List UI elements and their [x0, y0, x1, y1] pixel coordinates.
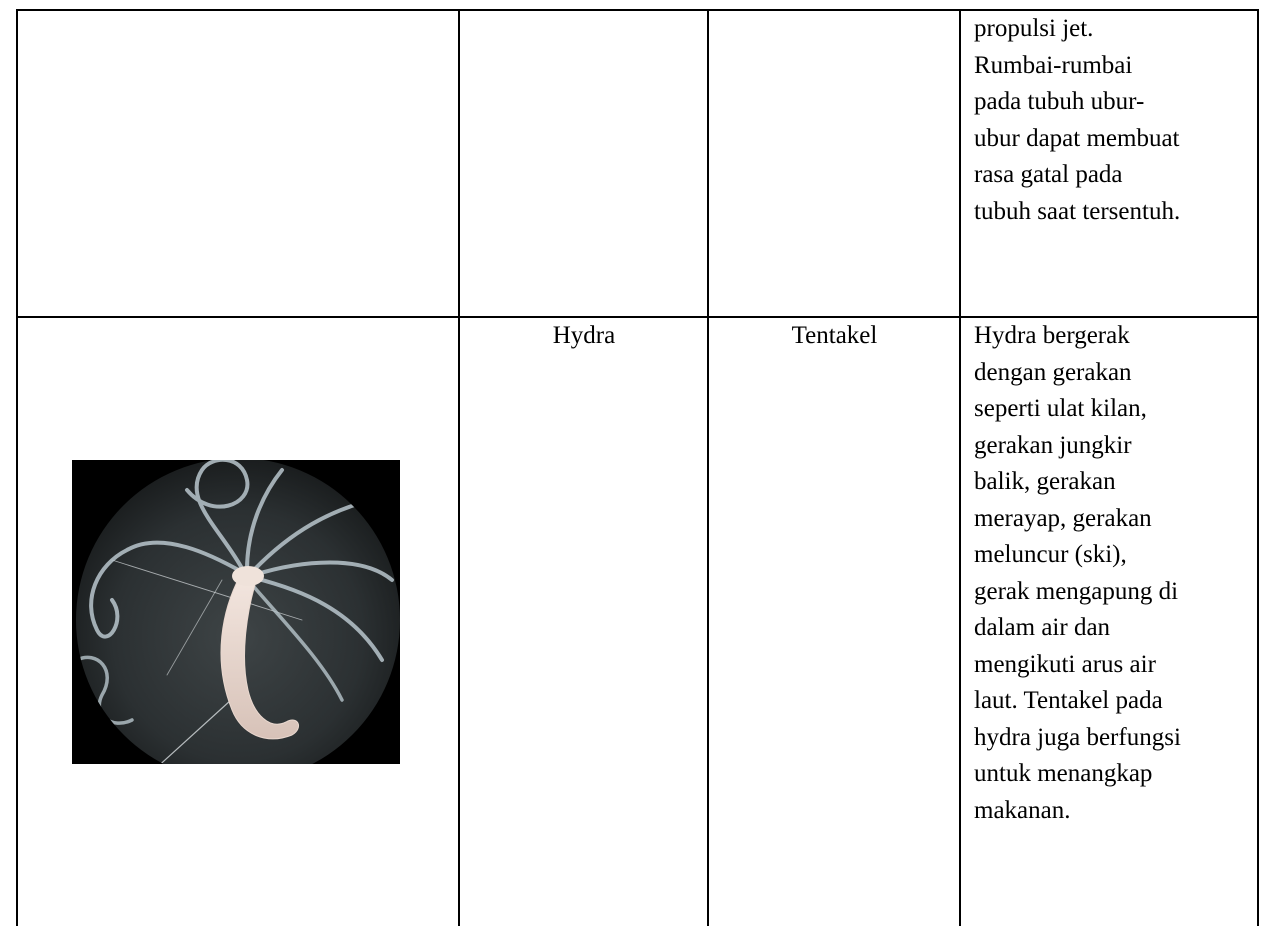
table-divider-col-1 [458, 9, 460, 926]
table-divider-col-2 [707, 9, 709, 926]
table-divider-col-3 [959, 9, 961, 926]
organism-name: Hydra [552, 322, 616, 349]
table-border-right [1257, 9, 1259, 926]
hydra-microscope-photo [72, 460, 400, 764]
top-row-description: propulsi jet. Rumbai-rumbai pada tubuh ubur- ubur dapat membuat rasa gatal pada tubuh saat tersentuh. [974, 15, 1181, 225]
organism-description: Hydra bergerak dengan gerakan seperti ulat kilan, gerakan jungkir balik, gerakan merayap, gerakan meluncur (ski), gerak mengapung di dalam air dan mengikuti arus air laut. Tentakel pada hydra juga berfungsi untuk menangkap makanan. [974, 322, 1181, 824]
organism-organ: Tentakel [791, 322, 878, 349]
table-border-left [16, 9, 18, 926]
